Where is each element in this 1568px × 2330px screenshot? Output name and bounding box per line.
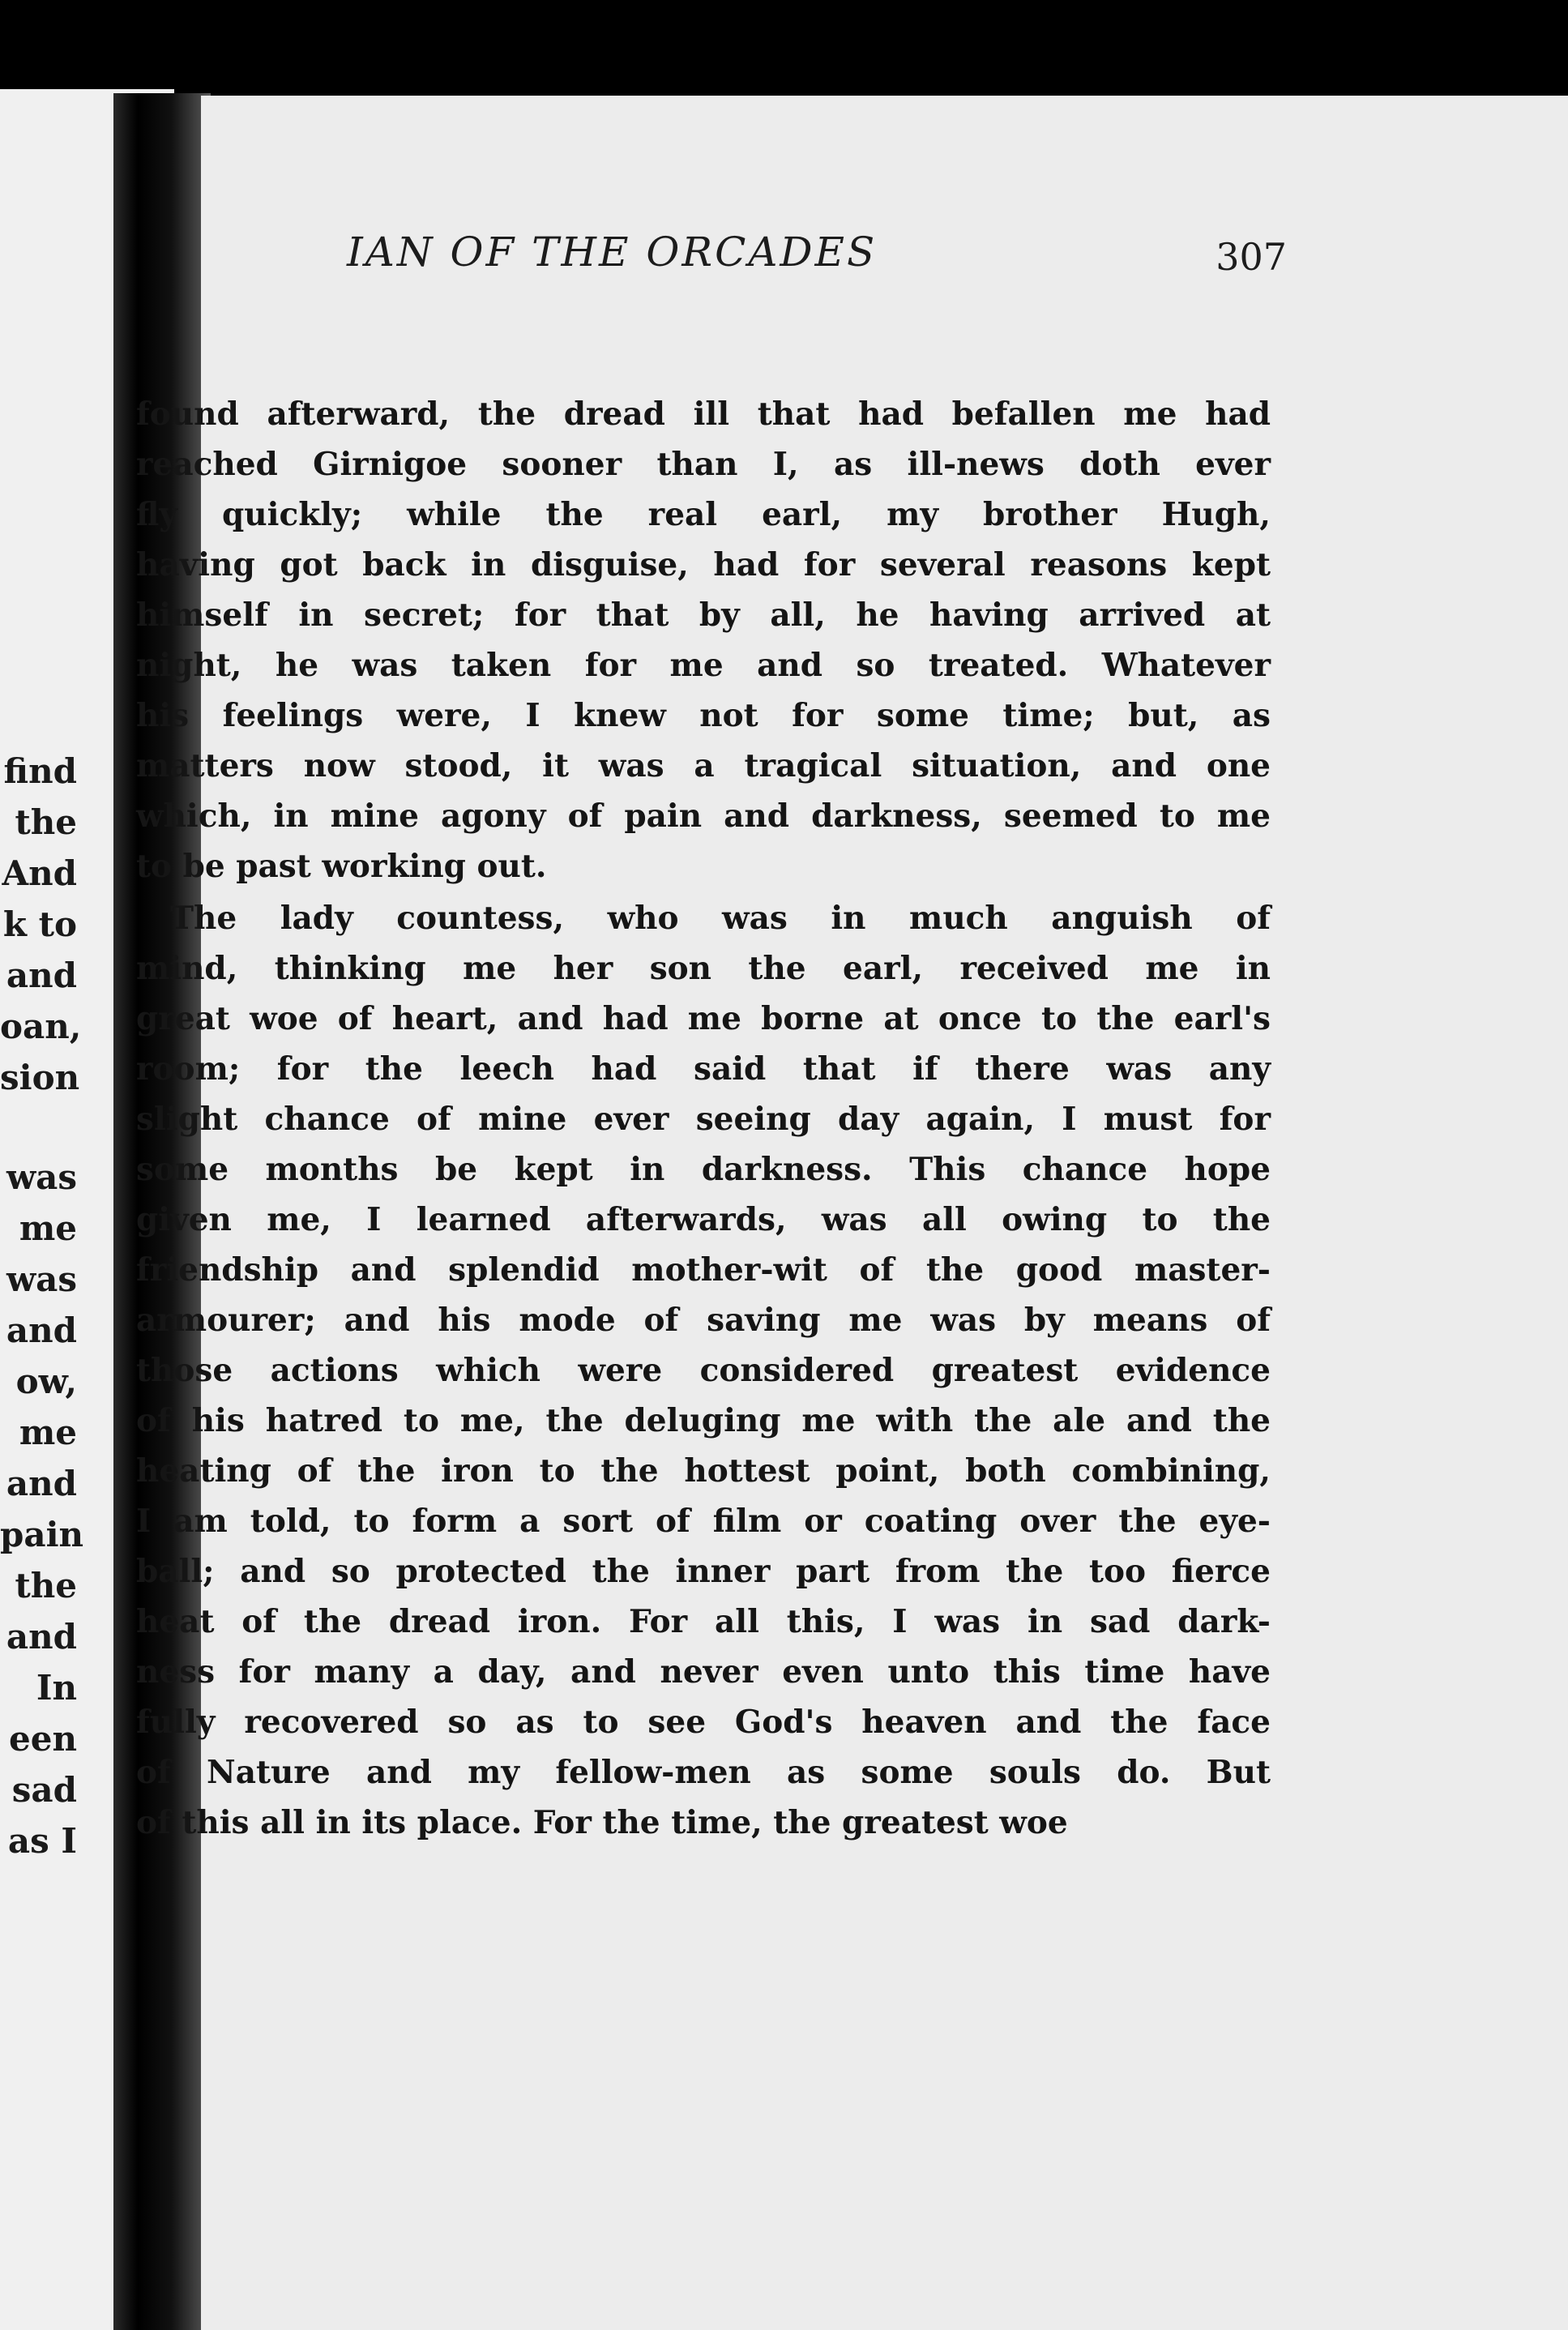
text-line: given me, I learned afterwards, was all owing to the — [136, 1201, 1271, 1238]
facing-line-fragment: pain — [0, 1515, 84, 1554]
text-line: himself in secret; for that by all, he having arrived at — [136, 596, 1271, 634]
text-line: fly quickly; while the real earl, my brother Hugh, — [136, 496, 1271, 533]
facing-line-fragment: sion — [0, 1058, 80, 1097]
facing-line-fragment: as I — [7, 1821, 77, 1861]
text-line: which, in mine agony of pain and darkness, seemed to me — [136, 797, 1271, 835]
body-text — [136, 389, 1271, 1848]
facing-line-fragment: find — [3, 751, 77, 791]
text-line: night, he was taken for me and so treated. Whatever — [136, 647, 1271, 684]
text-line: heat of the dread iron. For all this, I was in sad dark- — [136, 1603, 1271, 1640]
text-line: The lady countess, who was in much anguish of — [170, 900, 1271, 937]
text-line: reached Girnigoe sooner than I, as ill-news doth ever — [136, 446, 1271, 483]
facing-line-fragment: And — [2, 853, 77, 893]
facing-line-fragment: ow, — [15, 1362, 77, 1401]
text-line: armourer; and his mode of saving me was by means of — [136, 1302, 1271, 1339]
text-line: found afterward, the dread ill that had befallen me had — [136, 395, 1271, 433]
text-line: to be past working out. — [136, 848, 547, 885]
text-line: I am told, to form a sort of film or coating over the eye- — [136, 1503, 1271, 1540]
text-line: friendship and splendid mother-wit of the good master- — [136, 1251, 1271, 1289]
facing-line-fragment: een — [9, 1719, 77, 1759]
text-line: mind, thinking me her son the earl, received me in — [136, 950, 1271, 987]
text-line: fully recovered so as to see God's heaven and the face — [136, 1704, 1271, 1741]
facing-line-fragment: the — [15, 1566, 77, 1605]
page-header — [347, 229, 1287, 285]
page-number: 307 — [1216, 235, 1287, 279]
facing-line-fragment: was — [6, 1157, 77, 1197]
facing-line-fragment: sad — [11, 1770, 77, 1810]
paragraph — [136, 389, 1271, 891]
facing-line-fragment: and — [6, 1464, 77, 1503]
text-line: of Nature and my fellow-men as some souls do. But — [136, 1754, 1271, 1791]
text-line: ness for many a day, and never even unto this time have — [136, 1653, 1271, 1691]
text-line: having got back in disguise, had for several reasons kept — [136, 546, 1271, 584]
text-line: his feelings were, I knew not for some time; but, as — [136, 697, 1271, 734]
facing-line-fragment: oan, — [0, 1007, 82, 1046]
text-line: some months be kept in darkness. This chance hope — [136, 1151, 1271, 1188]
facing-line-fragment: me — [19, 1208, 77, 1248]
facing-line-fragment: and — [6, 956, 77, 995]
facing-page-text — [0, 746, 84, 1866]
paragraph — [136, 893, 1271, 1848]
facing-line-fragment: was — [6, 1259, 77, 1299]
facing-line-fragment: and — [6, 1310, 77, 1350]
facing-line-fragment: k to — [2, 904, 77, 944]
text-line: heating of the iron to the hottest point, both combining, — [136, 1452, 1271, 1490]
text-line: ball; and so protected the inner part from the too fierce — [136, 1553, 1271, 1590]
text-line: great woe of heart, and had me borne at once to the earl's — [136, 1000, 1271, 1037]
facing-line-fragment: me — [19, 1413, 77, 1452]
text-line: of this all in its place. For the time, the greatest woe — [136, 1804, 1068, 1841]
running-head: IAN OF THE ORCADES — [347, 229, 878, 276]
text-line: those actions which were considered greatest evidence — [136, 1352, 1271, 1389]
facing-line-fragment: and — [6, 1617, 77, 1657]
facing-line-fragment: In — [36, 1668, 77, 1708]
facing-line-fragment: the — [15, 802, 77, 842]
text-line: slight chance of mine ever seeing day again, I must for — [136, 1101, 1271, 1138]
text-line: room; for the leech had said that if there was any — [136, 1050, 1271, 1088]
text-line: matters now stood, it was a tragical situation, and one — [136, 747, 1271, 785]
text-line: of his hatred to me, the deluging me with the ale and the — [136, 1402, 1271, 1439]
